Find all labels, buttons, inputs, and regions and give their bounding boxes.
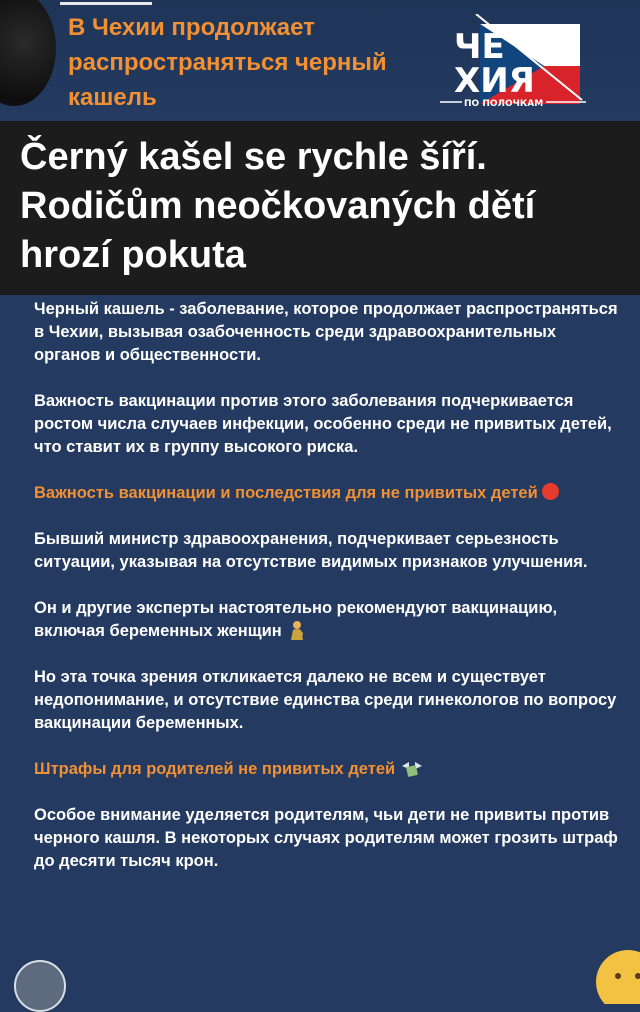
author-avatar[interactable] [14, 960, 66, 1012]
article-paragraph: Но эта точка зрения откликается далеко не всем и существует недопонимание, и отсутствие единства среди гинекологов по вопросу вакцинации беременных. [34, 668, 617, 732]
page-headline: В Чехии продолжает распространяться черный кашель [68, 14, 387, 111]
section-heading-vaccination [34, 482, 626, 505]
chekhiya-logo [440, 14, 586, 108]
pregnant-woman-icon [288, 620, 306, 640]
article-paragraph: Особое внимание уделяется родителям, чьи дети не привиты против черного кашля. В некоторых случаях родителям может грозить штраф до десяти тысяч крон. [34, 806, 618, 870]
article-paragraph: Важность вакцинации против этого заболевания подчеркивается ростом числа случаев инфекции, особенно среди не привитых детей, что ставит их в группу высокого риска. [34, 392, 612, 456]
money-with-wings-icon [401, 760, 423, 778]
paragraph-text: Он и другие эксперты настоятельно рекомендуют вакцинацию, включая беременных женщин [34, 599, 558, 640]
section-heading-fines [34, 758, 626, 781]
story-progress-bar [60, 2, 152, 5]
section-heading-text: Штрафы для родителей не привитых детей [34, 760, 396, 778]
banner-title: Černý kašel se rychle šíří. Rodičům neočkovaných dětí hrozí pokuta [20, 136, 536, 276]
logo-tagline: ПО ПОЛОЧКАМ [464, 99, 544, 108]
article-paragraph: Черный кашель - заболевание, которое продолжает распространяться в Чехии, вызывая озабоченность среди здравоохранительных органов и общественности. [34, 300, 618, 364]
article-body [34, 298, 626, 873]
thinking-face-icon [590, 944, 640, 1004]
logo-text-line1: ЧЕ [454, 27, 505, 67]
section-heading-text: Важность вакцинации и последствия для не привитых детей [34, 484, 538, 502]
article-paragraph-with-icon [34, 597, 626, 643]
red-circle-icon [542, 483, 559, 500]
article-paragraph: Бывший министр здравоохранения, подчеркивает серьезность ситуации, указывая на отсутствие видимых признаков улучшения. [34, 530, 588, 571]
logo-text-line2: ХИЯ [454, 61, 535, 101]
